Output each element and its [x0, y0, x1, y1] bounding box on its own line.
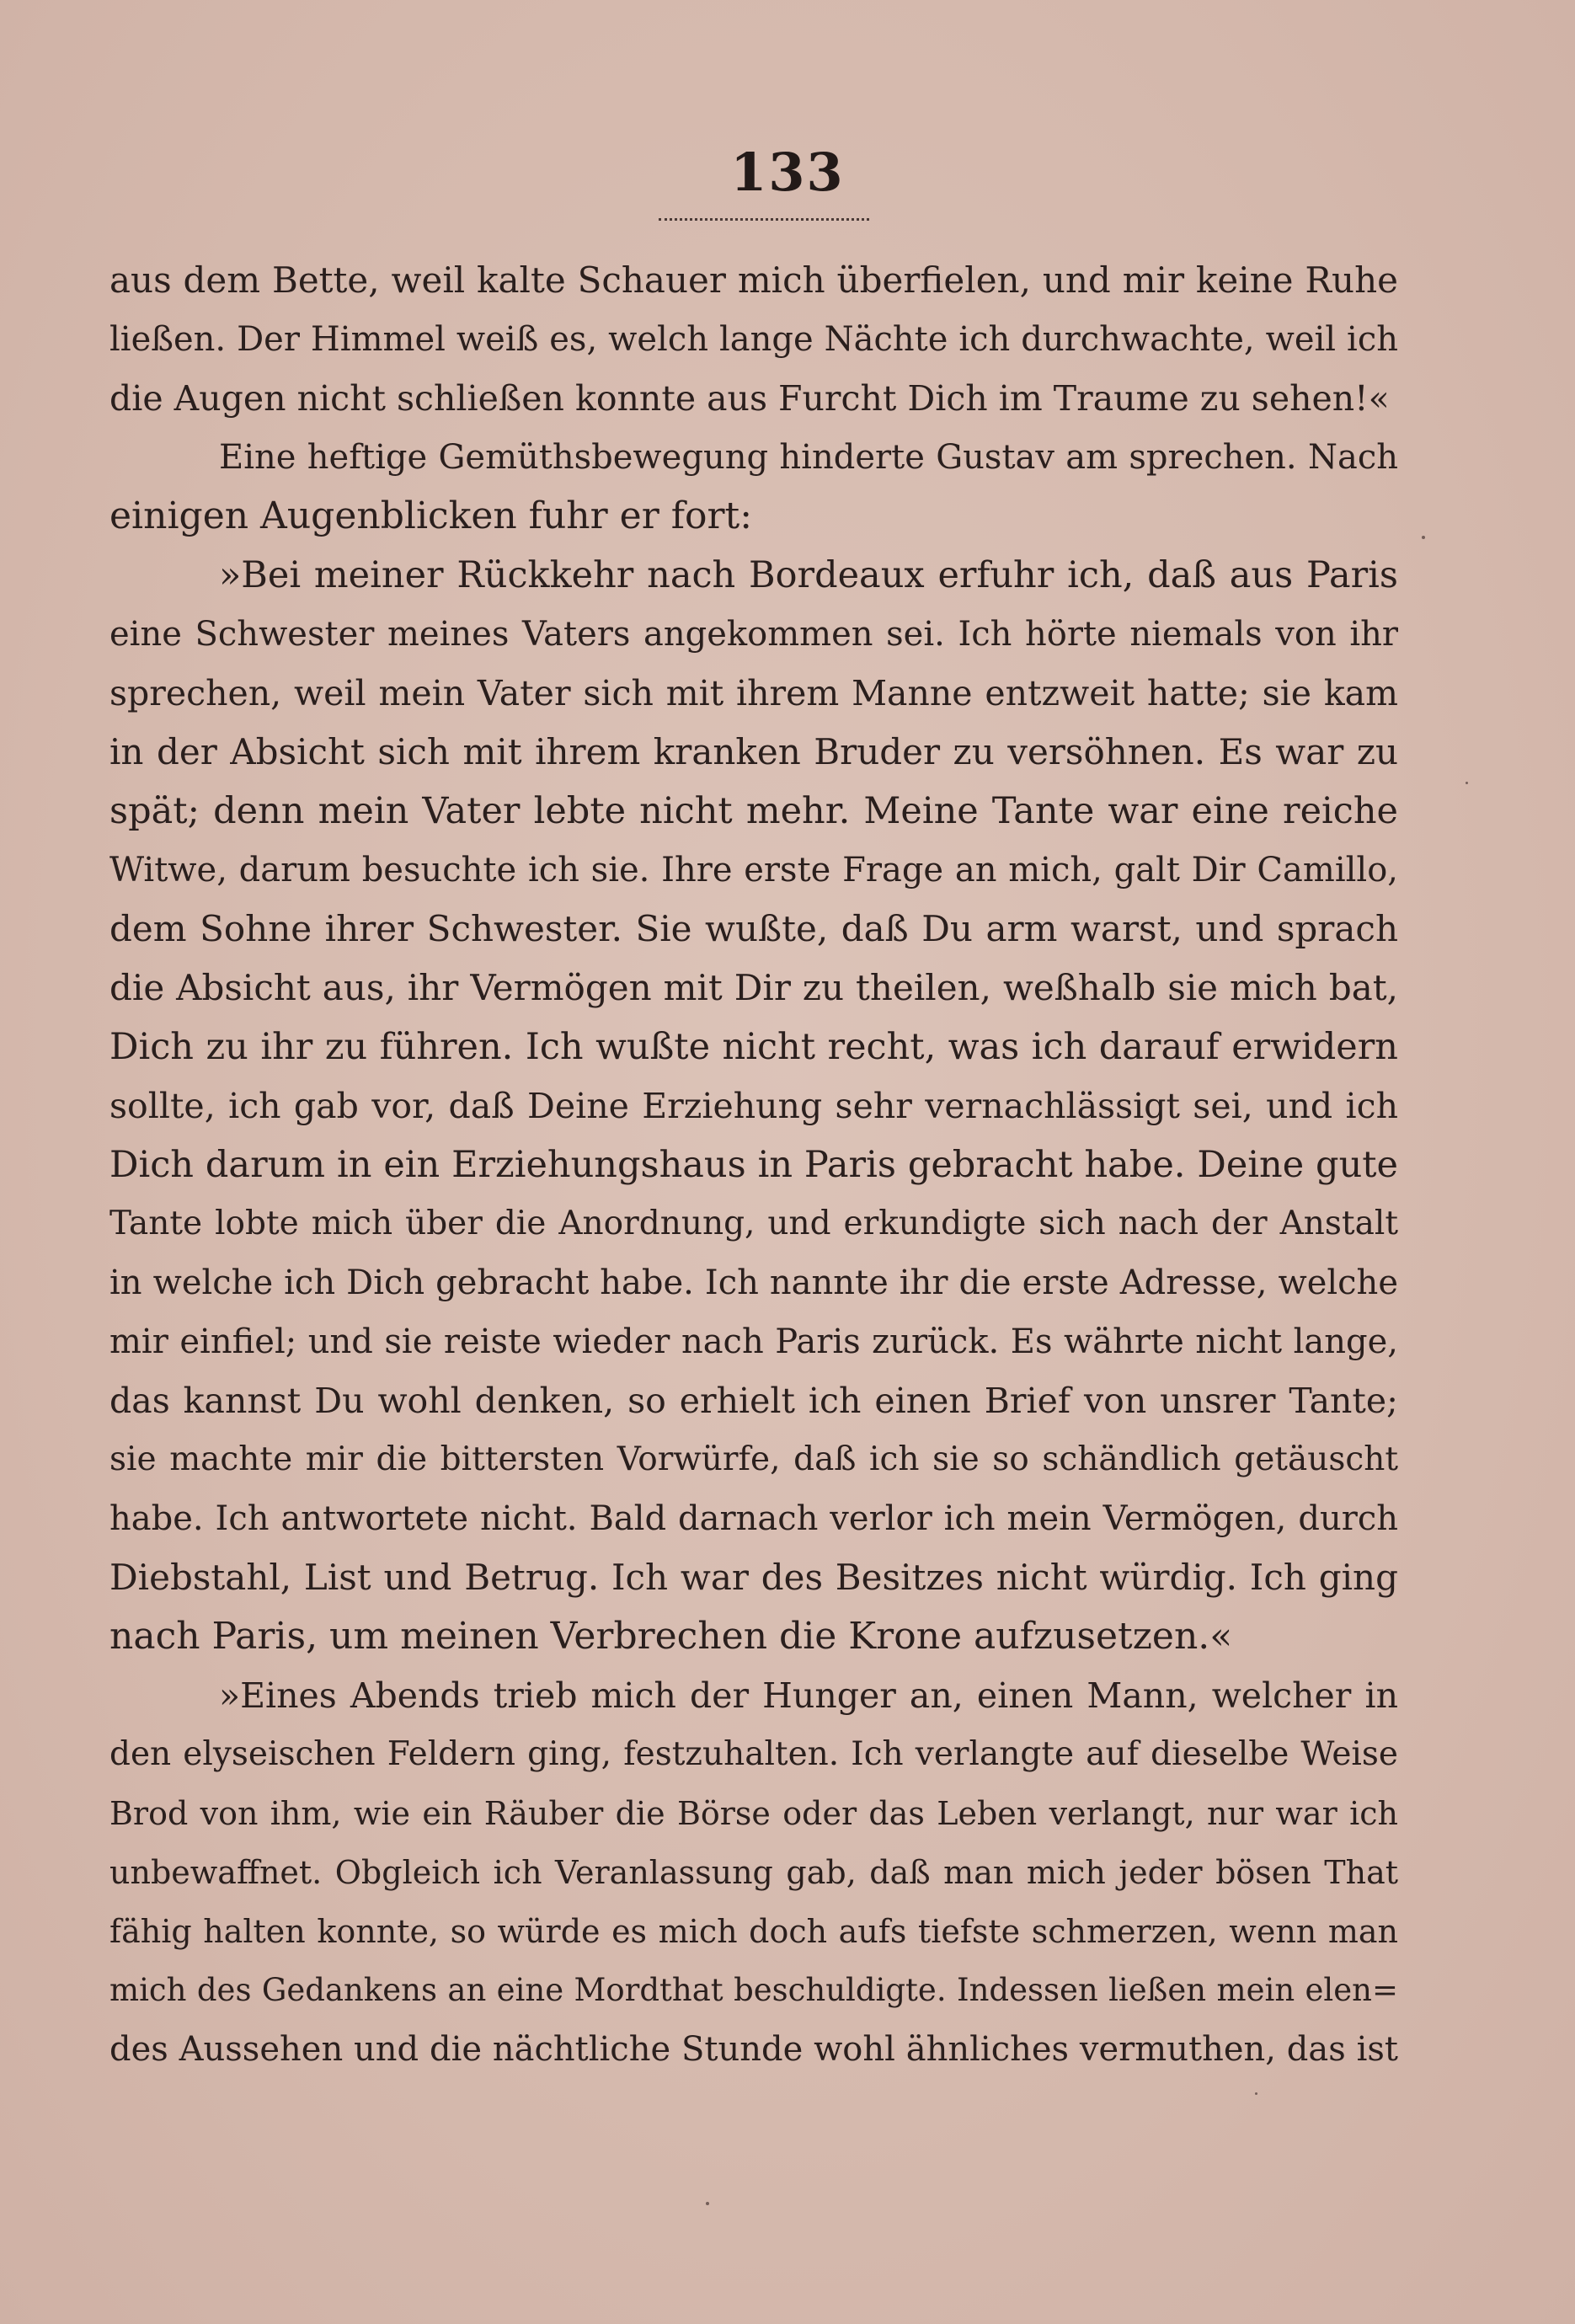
text-line: sie machte mir die bittersten Vorwürfe, daß ich sie so schändlich getäuscht	[109, 1440, 1398, 1478]
text-line: dem Sohne ihrer Schwester. Sie wußte, daß Du arm warst, und sprach	[109, 908, 1398, 949]
text-line: ließen. Der Himmel weiß es, welch lange Nächte ich durchwachte, weil ich	[109, 320, 1398, 359]
text-line: Brod von ihm, wie ein Räuber die Börse oder das Leben verlangt, nur war ich	[109, 1795, 1398, 1832]
text-line: Dich darum in ein Erziehungshaus in Paris gebracht habe. Deine gute	[109, 1144, 1398, 1186]
text-line: die Augen nicht schließen konnte aus Furcht Dich im Traume zu sehen!«	[109, 378, 1390, 419]
text-line: Witwe, darum besuchte ich sie. Ihre erste Frage an mich, galt Dir Camillo,	[109, 851, 1398, 890]
text-line: mir einfiel; und sie reiste wieder nach Paris zurück. Es währte nicht lange,	[109, 1322, 1398, 1361]
text-line: »Bei meiner Rückkehr nach Bordeaux erfuhr ich, daß aus Paris	[219, 554, 1398, 596]
text-line: die Absicht aus, ihr Vermögen mit Dir zu theilen, weßhalb sie mich bat,	[109, 967, 1398, 1008]
text-line: den elyseischen Feldern ging, festzuhalten. Ich verlangte auf dieselbe Weise	[109, 1735, 1398, 1773]
paper-speck	[1255, 2092, 1257, 2095]
text-line: habe. Ich antwortete nicht. Bald darnach verlor ich mein Vermögen, durch	[109, 1499, 1398, 1538]
text-line: Diebstahl, List und Betrug. Ich war des Besitzes nicht würdig. Ich ging	[109, 1557, 1398, 1598]
text-line: sprechen, weil mein Vater sich mit ihrem Manne entzweit hatte; sie kam	[109, 673, 1398, 713]
text-line: unbewaffnet. Obgleich ich Veranlassung gab, daß man mich jeder bösen That	[109, 1854, 1398, 1891]
text-line: sollte, ich gab vor, daß Deine Erziehung sehr vernachlässigt sei, und ich	[109, 1086, 1398, 1126]
text-line: eine Schwester meines Vaters angekommen sei. Ich hörte niemals von ihr	[109, 615, 1398, 654]
text-line: Dich zu ihr zu führen. Ich wußte nicht recht, was ich darauf erwidern	[109, 1026, 1398, 1068]
text-line: einigen Augenblicken fuhr er fort:	[109, 494, 753, 537]
paper-speck	[1466, 782, 1468, 784]
text-line: spät; denn mein Vater lebte nicht mehr. Meine Tante war eine reiche	[109, 790, 1398, 832]
text-line: in welche ich Dich gebracht habe. Ich nannte ihr die erste Adresse, welche	[109, 1264, 1398, 1302]
text-line: aus dem Bette, weil kalte Schauer mich überfielen, und mir keine Ruhe	[109, 259, 1398, 301]
text-line: Tante lobte mich über die Anordnung, und erkundigte sich nach der Anstalt	[109, 1205, 1398, 1242]
text-line: nach Paris, um meinen Verbrechen die Krone aufzusetzen.«	[109, 1615, 1233, 1658]
paper-speck	[706, 2202, 709, 2205]
header-dotted-rule	[659, 218, 869, 221]
text-line: mich des Gedankens an eine Mordthat beschuldigte. Indessen ließen mein elen=	[109, 1972, 1398, 2008]
text-line: des Aussehen und die nächtliche Stunde wohl ähnliches vermuthen, das ist	[109, 2030, 1398, 2069]
text-line: das kannst Du wohl denken, so erhielt ich einen Brief von unsrer Tante;	[109, 1381, 1398, 1421]
text-line: fähig halten konnte, so würde es mich doch aufs tiefste schmerzen, wenn man	[109, 1913, 1398, 1950]
text-line: »Eines Abends trieb mich der Hunger an, einen Mann, welcher in	[219, 1675, 1398, 1716]
paper-speck	[1422, 536, 1425, 539]
page-number: 133	[730, 142, 845, 203]
body-text	[109, 251, 1398, 2079]
text-line: Eine heftige Gemüthsbewegung hinderte Gustav am sprechen. Nach	[219, 438, 1398, 477]
text-line: in der Absicht sich mit ihrem kranken Bruder zu versöhnen. Es war zu	[109, 731, 1398, 772]
